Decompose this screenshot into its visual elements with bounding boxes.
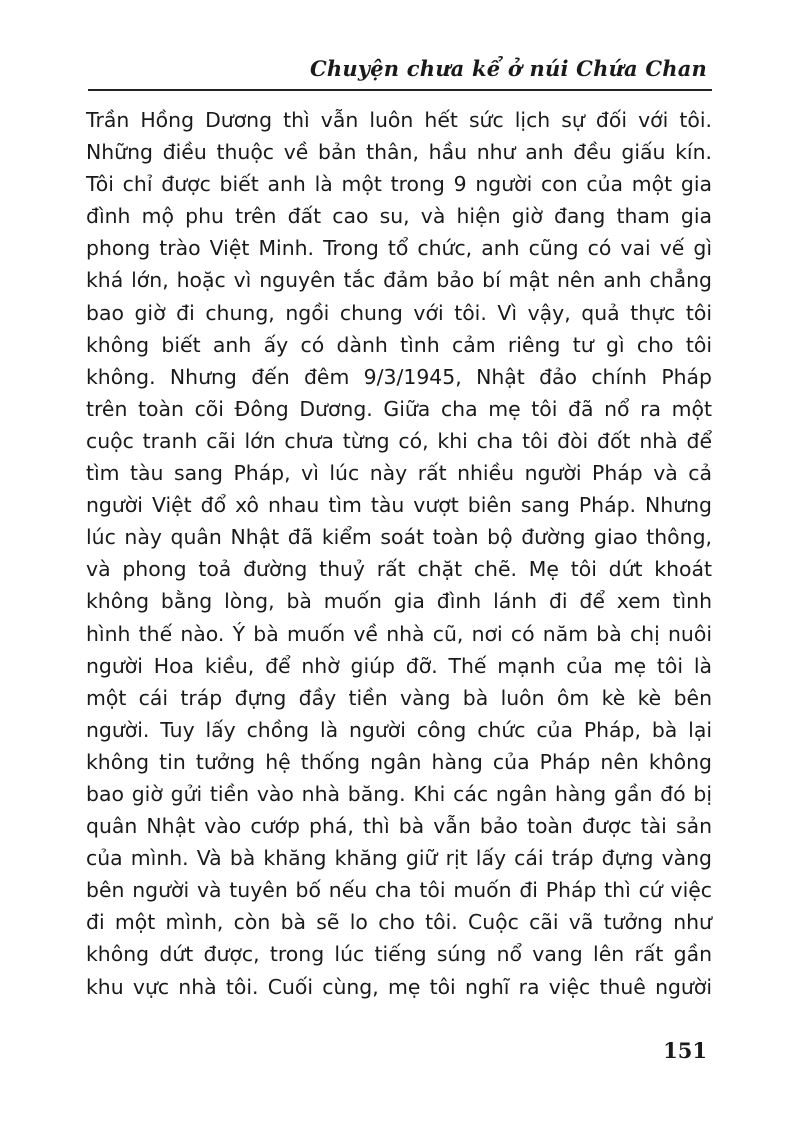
body-paragraph [86,104,712,1003]
text-line: không bằng lòng, bà muốn gia đình lánh đi để xem tình [86,589,712,614]
text-line: người Hoa kiều, để nhờ giúp đỡ. Thế mạnh của mẹ tôi là [86,653,712,678]
text-line: bao giờ gửi tiền vào nhà băng. Khi các ngân hàng gần đó bị [86,781,712,806]
header-divider [88,89,712,91]
text-line: một cái tráp đựng đầy tiền vàng bà luôn ôm kè kè bên [86,685,712,710]
text-line: hình thế nào. Ý bà muốn về nhà cũ, nơi có năm bà chị nuôi [86,621,712,646]
text-line: không biết anh ấy có dành tình cảm riêng tư gì cho tôi [86,332,712,357]
page-number: 151 [663,1038,707,1063]
text-line: tìm tàu sang Pháp, vì lúc này rất nhiều người Pháp và cả [86,461,712,486]
text-line: người. Tuy lấy chồng là người công chức của Pháp, bà lại [86,717,712,742]
text-line: bao giờ đi chung, ngồi chung với tôi. Vì vậy, quả thực tôi [86,300,712,325]
text-line: Tôi chỉ được biết anh là một trong 9 người con của một gia [86,172,712,197]
text-line: quân Nhật vào cướp phá, thì bà vẫn bảo toàn được tài sản [86,814,712,839]
text-line: không. Nhưng đến đêm 9/3/1945, Nhật đảo chính Pháp [86,364,712,389]
text-line: người Việt đổ xô nhau tìm tàu vượt biên sang Pháp. Nhưng [86,493,712,518]
text-line: và phong toả đường thuỷ rất chặt chẽ. Mẹ tôi dứt khoát [86,557,712,582]
text-line: bên người và tuyên bố nếu cha tôi muốn đi Pháp thì cứ việc [86,878,712,903]
text-line: không tin tưởng hệ thống ngân hàng của Pháp nên không [86,749,712,774]
text-line: không dứt được, trong lúc tiếng súng nổ vang lên rất gần [86,942,712,967]
text-line: Trần Hồng Dương thì vẫn luôn hết sức lịch sự đối với tôi. [86,108,712,132]
text-line: trên toàn cõi Đông Dương. Giữa cha mẹ tôi đã nổ ra một [86,396,712,421]
text-line: của mình. Và bà khăng khăng giữ rịt lấy cái tráp đựng vàng [86,846,712,871]
text-line: khá lớn, hoặc vì nguyên tắc đảm bảo bí mật nên anh chẳng [86,268,712,293]
text-line: lúc này quân Nhật đã kiểm soát toàn bộ đường giao thông, [86,525,712,550]
text-line: đi một mình, còn bà sẽ lo cho tôi. Cuộc cãi vã tưởng như [86,910,712,935]
text-line: phong trào Việt Minh. Trong tổ chức, anh cũng có vai vế gì [86,236,712,261]
running-header-title: Chuyện chưa kể ở núi Chứa Chan [309,56,707,81]
text-line: Những điều thuộc về bản thân, hầu như anh đều giấu kín. [86,140,712,165]
text-line: đình mộ phu trên đất cao su, và hiện giờ đang tham gia [86,204,712,229]
text-line: khu vực nhà tôi. Cuối cùng, mẹ tôi nghĩ ra việc thuê người [86,974,712,999]
text-line: cuộc tranh cãi lớn chưa từng có, khi cha tôi đòi đốt nhà để [86,428,712,453]
